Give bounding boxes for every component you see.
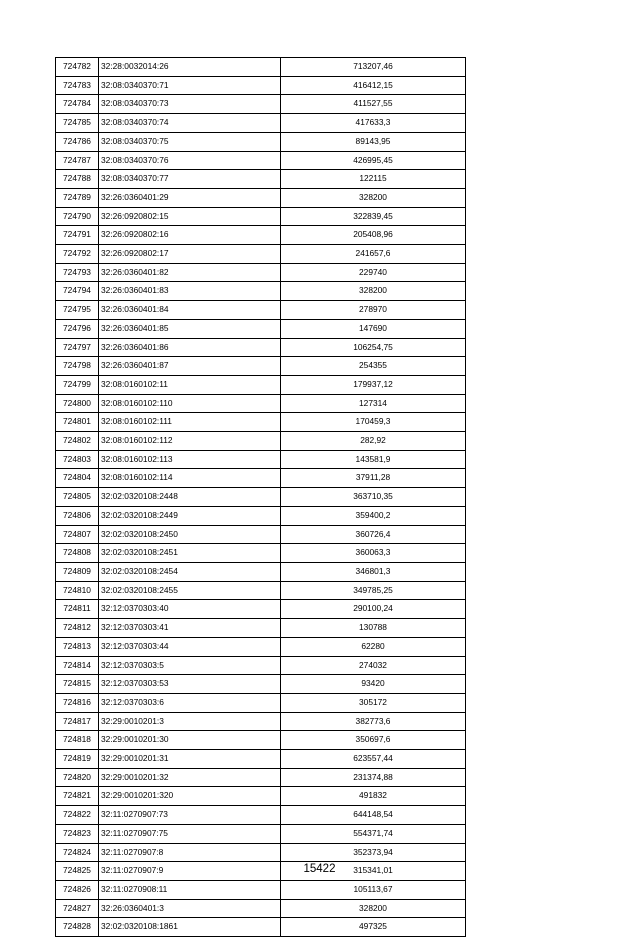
- cadastral-number-cell: 32:12:0370303:41: [99, 619, 281, 638]
- row-id-cell: 724825: [56, 862, 99, 881]
- row-id-cell: 724813: [56, 637, 99, 656]
- cadastral-number-cell: 32:11:0270907:75: [99, 824, 281, 843]
- value-cell: 416412,15: [281, 76, 466, 95]
- table-row: [56, 656, 466, 675]
- value-cell: 328200: [281, 282, 466, 301]
- value-cell: 93420: [281, 675, 466, 694]
- cadastral-number-cell: 32:26:0920802:15: [99, 207, 281, 226]
- cadastral-number-cell: 32:26:0360401:86: [99, 338, 281, 357]
- row-id-cell: 724827: [56, 899, 99, 918]
- row-id-cell: 724807: [56, 525, 99, 544]
- row-id-cell: 724782: [56, 58, 99, 77]
- row-id-cell: 724809: [56, 562, 99, 581]
- cadastral-number-cell: 32:26:0360401:82: [99, 263, 281, 282]
- cadastral-number-cell: 32:29:0010201:320: [99, 787, 281, 806]
- value-cell: 106254,75: [281, 338, 466, 357]
- value-cell: 305172: [281, 693, 466, 712]
- cadastral-number-cell: 32:08:0340370:75: [99, 132, 281, 151]
- page-number: 15422: [303, 863, 336, 875]
- cadastral-number-cell: 32:02:0320108:2451: [99, 544, 281, 563]
- cadastral-number-cell: 32:29:0010201:30: [99, 731, 281, 750]
- table-row: [56, 768, 466, 787]
- cadastral-number-cell: 32:02:0320108:2454: [99, 562, 281, 581]
- value-cell: 105113,67: [281, 880, 466, 899]
- value-cell: 623557,44: [281, 750, 466, 769]
- table-row: [56, 750, 466, 769]
- row-id-cell: 724788: [56, 170, 99, 189]
- table-row: [56, 731, 466, 750]
- table-row: [56, 693, 466, 712]
- cadastral-number-cell: 32:29:0010201:3: [99, 712, 281, 731]
- cadastral-number-cell: 32:08:0340370:77: [99, 170, 281, 189]
- table-row: [56, 637, 466, 656]
- value-cell: 363710,35: [281, 488, 466, 507]
- value-cell: 89143,95: [281, 132, 466, 151]
- row-id-cell: 724826: [56, 880, 99, 899]
- value-cell: 143581,9: [281, 450, 466, 469]
- row-id-cell: 724815: [56, 675, 99, 694]
- value-cell: 274032: [281, 656, 466, 675]
- row-id-cell: 724819: [56, 750, 99, 769]
- cadastral-number-cell: 32:08:0160102:11: [99, 375, 281, 394]
- row-id-cell: 724799: [56, 375, 99, 394]
- cadastral-number-cell: 32:08:0160102:110: [99, 394, 281, 413]
- row-id-cell: 724810: [56, 581, 99, 600]
- row-id-cell: 724790: [56, 207, 99, 226]
- table-body: [56, 58, 466, 937]
- value-cell: 231374,88: [281, 768, 466, 787]
- cadastral-number-cell: 32:12:0370303:53: [99, 675, 281, 694]
- table-row: [56, 525, 466, 544]
- row-id-cell: 724806: [56, 506, 99, 525]
- table-row: [56, 207, 466, 226]
- cadastral-number-cell: 32:02:0320108:2449: [99, 506, 281, 525]
- cadastral-number-cell: 32:08:0340370:73: [99, 95, 281, 114]
- cadastral-number-cell: 32:26:0360401:85: [99, 319, 281, 338]
- value-cell: 229740: [281, 263, 466, 282]
- row-id-cell: 724814: [56, 656, 99, 675]
- value-cell: 426995,45: [281, 151, 466, 170]
- value-cell: 315341,01: [281, 862, 466, 881]
- value-cell: 254355: [281, 357, 466, 376]
- value-cell: 147690: [281, 319, 466, 338]
- row-id-cell: 724802: [56, 432, 99, 451]
- row-id-cell: 724795: [56, 301, 99, 320]
- table-row: [56, 375, 466, 394]
- row-id-cell: 724789: [56, 188, 99, 207]
- value-cell: 350697,6: [281, 731, 466, 750]
- cadastral-number-cell: 32:02:0320108:2450: [99, 525, 281, 544]
- table-row: [56, 432, 466, 451]
- table-row: [56, 263, 466, 282]
- row-id-cell: 724804: [56, 469, 99, 488]
- row-id-cell: 724801: [56, 413, 99, 432]
- table-row: [56, 319, 466, 338]
- cadastral-number-cell: 32:29:0010201:31: [99, 750, 281, 769]
- cadastral-number-cell: 32:08:0160102:114: [99, 469, 281, 488]
- value-cell: 352373,94: [281, 843, 466, 862]
- value-cell: 322839,45: [281, 207, 466, 226]
- value-cell: 713207,46: [281, 58, 466, 77]
- value-cell: 328200: [281, 899, 466, 918]
- table-row: [56, 469, 466, 488]
- row-id-cell: 724800: [56, 394, 99, 413]
- cadastral-value-table: [55, 57, 466, 937]
- value-cell: 644148,54: [281, 806, 466, 825]
- row-id-cell: 724784: [56, 95, 99, 114]
- row-id-cell: 724821: [56, 787, 99, 806]
- cadastral-number-cell: 32:12:0370303:6: [99, 693, 281, 712]
- table-row: [56, 394, 466, 413]
- row-id-cell: 724824: [56, 843, 99, 862]
- table-row: [56, 76, 466, 95]
- table-row: [56, 338, 466, 357]
- row-id-cell: 724798: [56, 357, 99, 376]
- value-cell: 290100,24: [281, 600, 466, 619]
- table-row: [56, 581, 466, 600]
- table-row: [56, 488, 466, 507]
- table-row: [56, 413, 466, 432]
- table-row: [56, 132, 466, 151]
- value-cell: 491832: [281, 787, 466, 806]
- table-row: [56, 712, 466, 731]
- row-id-cell: 724828: [56, 918, 99, 937]
- table-row: [56, 675, 466, 694]
- cadastral-number-cell: 32:11:0270907:8: [99, 843, 281, 862]
- row-id-cell: 724812: [56, 619, 99, 638]
- table-row: [56, 824, 466, 843]
- value-cell: 349785,25: [281, 581, 466, 600]
- value-cell: 278970: [281, 301, 466, 320]
- table-row: [56, 562, 466, 581]
- cadastral-number-cell: 32:12:0370303:40: [99, 600, 281, 619]
- row-id-cell: 724791: [56, 226, 99, 245]
- cadastral-number-cell: 32:26:0360401:29: [99, 188, 281, 207]
- table-row: [56, 188, 466, 207]
- value-cell: 127314: [281, 394, 466, 413]
- row-id-cell: 724786: [56, 132, 99, 151]
- value-cell: 179937,12: [281, 375, 466, 394]
- cadastral-number-cell: 32:08:0340370:74: [99, 114, 281, 133]
- value-cell: 122115: [281, 170, 466, 189]
- cadastral-number-cell: 32:28:0032014:26: [99, 58, 281, 77]
- table-row: [56, 58, 466, 77]
- cadastral-number-cell: 32:11:0270907:9: [99, 862, 281, 881]
- value-cell: 328200: [281, 188, 466, 207]
- cadastral-number-cell: 32:26:0920802:17: [99, 245, 281, 264]
- table-row: [56, 506, 466, 525]
- table-row: [56, 357, 466, 376]
- cadastral-number-cell: 32:08:0340370:71: [99, 76, 281, 95]
- cadastral-number-cell: 32:11:0270908:11: [99, 880, 281, 899]
- row-id-cell: 724792: [56, 245, 99, 264]
- value-cell: 411527,55: [281, 95, 466, 114]
- row-id-cell: 724808: [56, 544, 99, 563]
- row-id-cell: 724794: [56, 282, 99, 301]
- table-row: [56, 450, 466, 469]
- cadastral-number-cell: 32:08:0340370:76: [99, 151, 281, 170]
- row-id-cell: 724823: [56, 824, 99, 843]
- table-row: [56, 245, 466, 264]
- table-row: [56, 787, 466, 806]
- cadastral-number-cell: 32:08:0160102:113: [99, 450, 281, 469]
- row-id-cell: 724820: [56, 768, 99, 787]
- cadastral-number-cell: 32:29:0010201:32: [99, 768, 281, 787]
- value-cell: 497325: [281, 918, 466, 937]
- value-cell: 282,92: [281, 432, 466, 451]
- cadastral-number-cell: 32:02:0320108:2448: [99, 488, 281, 507]
- table-row: [56, 619, 466, 638]
- cadastral-number-cell: 32:02:0320108:2455: [99, 581, 281, 600]
- row-id-cell: 724797: [56, 338, 99, 357]
- row-id-cell: 724817: [56, 712, 99, 731]
- table-row: [56, 95, 466, 114]
- cadastral-number-cell: 32:12:0370303:44: [99, 637, 281, 656]
- row-id-cell: 724816: [56, 693, 99, 712]
- row-id-cell: 724811: [56, 600, 99, 619]
- table-row: [56, 806, 466, 825]
- cadastral-number-cell: 32:02:0320108:1861: [99, 918, 281, 937]
- table-row: [56, 899, 466, 918]
- row-id-cell: 724805: [56, 488, 99, 507]
- value-cell: 554371,74: [281, 824, 466, 843]
- cadastral-number-cell: 32:08:0160102:112: [99, 432, 281, 451]
- row-id-cell: 724822: [56, 806, 99, 825]
- table-row: [56, 843, 466, 862]
- value-cell: 241657,6: [281, 245, 466, 264]
- value-cell: 130788: [281, 619, 466, 638]
- row-id-cell: 724803: [56, 450, 99, 469]
- value-cell: 359400,2: [281, 506, 466, 525]
- value-cell: 360726,4: [281, 525, 466, 544]
- row-id-cell: 724787: [56, 151, 99, 170]
- value-cell: 37911,28: [281, 469, 466, 488]
- row-id-cell: 724783: [56, 76, 99, 95]
- table-row: [56, 282, 466, 301]
- table-row: [56, 170, 466, 189]
- value-cell: 170459,3: [281, 413, 466, 432]
- table-row: [56, 918, 466, 937]
- table-row: [56, 880, 466, 899]
- table-row: [56, 226, 466, 245]
- cadastral-number-cell: 32:12:0370303:5: [99, 656, 281, 675]
- row-id-cell: 724796: [56, 319, 99, 338]
- table-row: [56, 301, 466, 320]
- value-cell: 417633,3: [281, 114, 466, 133]
- cadastral-number-cell: 32:26:0360401:84: [99, 301, 281, 320]
- table-row: [56, 600, 466, 619]
- value-cell: 205408,96: [281, 226, 466, 245]
- cadastral-number-cell: 32:26:0360401:87: [99, 357, 281, 376]
- cadastral-number-cell: 32:26:0360401:3: [99, 899, 281, 918]
- cadastral-number-cell: 32:26:0360401:83: [99, 282, 281, 301]
- cadastral-number-cell: 32:08:0160102:111: [99, 413, 281, 432]
- row-id-cell: 724785: [56, 114, 99, 133]
- value-cell: 382773,6: [281, 712, 466, 731]
- value-cell: 360063,3: [281, 544, 466, 563]
- table-row: [56, 151, 466, 170]
- cadastral-number-cell: 32:11:0270907:73: [99, 806, 281, 825]
- value-cell: 346801,3: [281, 562, 466, 581]
- table-row: [56, 114, 466, 133]
- row-id-cell: 724793: [56, 263, 99, 282]
- cadastral-number-cell: 32:26:0920802:16: [99, 226, 281, 245]
- table-row: [56, 544, 466, 563]
- row-id-cell: 724818: [56, 731, 99, 750]
- value-cell: 62280: [281, 637, 466, 656]
